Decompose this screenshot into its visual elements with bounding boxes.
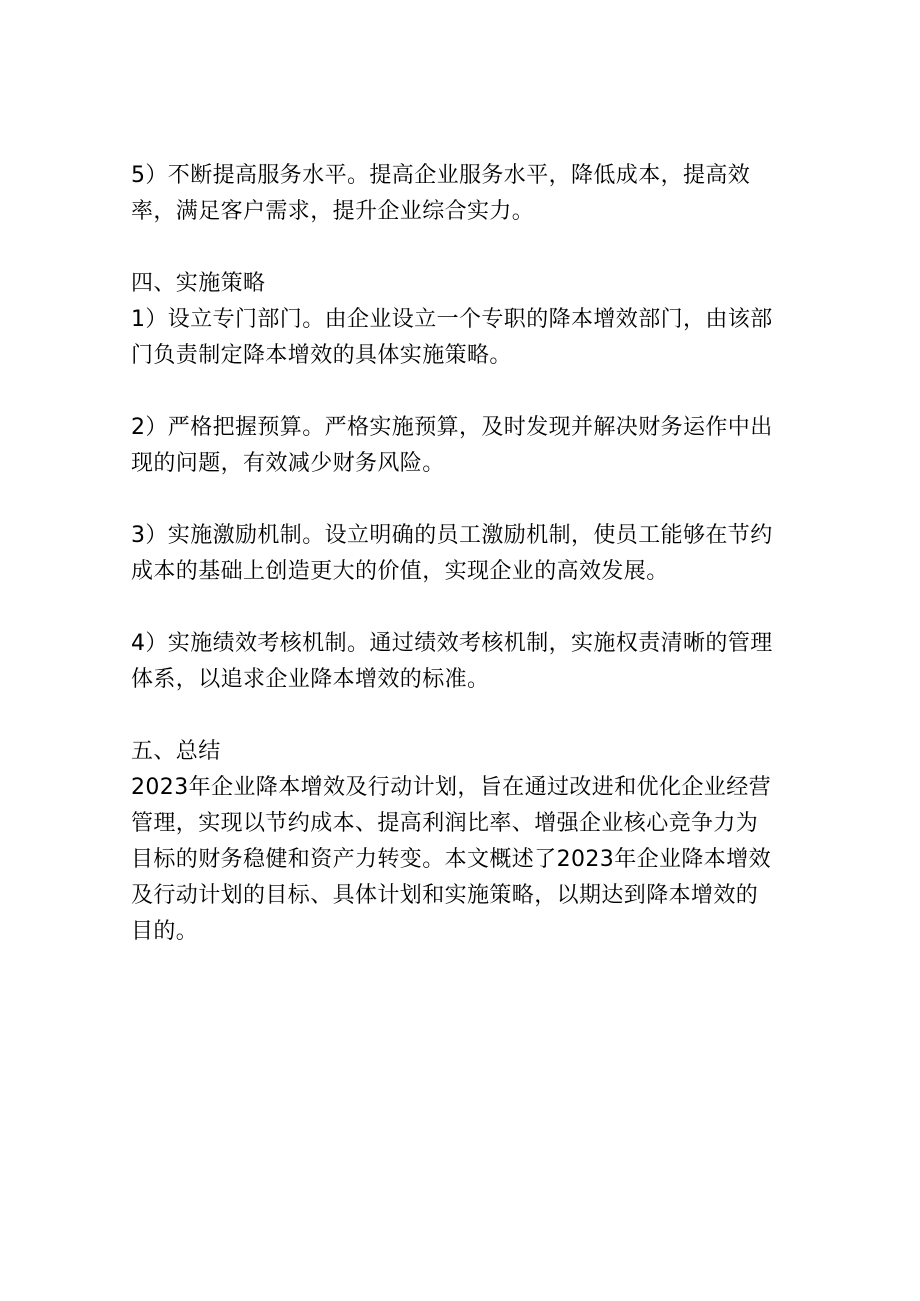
paragraph-summary (131, 770, 801, 950)
text-line: 目的。 (131, 919, 199, 944)
paragraph-gap (131, 482, 801, 518)
text-line: 1）设立专门部门。由企业设立一个专职的降本增效部门，由该部 (131, 307, 773, 332)
paragraph-strategy-2 (131, 410, 801, 482)
text-line: 率，满足客户需求，提升企业综合实力。 (131, 199, 535, 224)
paragraph-gap (131, 374, 801, 410)
section-heading-strategy (131, 266, 801, 302)
text-line: 3）实施激励机制。设立明确的员工激励机制，使员工能够在节约 (131, 523, 773, 548)
text-line: 目标的财务稳健和资产力转变。本文概述了2023年企业降本增效 (131, 847, 771, 872)
text-line: 4）实施绩效考核机制。通过绩效考核机制，实施权责清晰的管理 (131, 631, 773, 656)
text-line: 及行动计划的目标、具体计划和实施策略，以期达到降本增效的 (131, 883, 759, 908)
paragraph-strategy-3 (131, 518, 801, 590)
section-heading-summary (131, 734, 801, 770)
paragraph-gap (131, 590, 801, 626)
paragraph-item-5 (131, 158, 801, 230)
text-line: 门负责制定降本增效的具体实施策略。 (131, 343, 512, 368)
paragraph-strategy-4 (131, 626, 801, 698)
text-line: 5）不断提高服务水平。提高企业服务水平，降低成本，提高效 (131, 163, 751, 188)
document-page (131, 158, 801, 950)
text-line: 2）严格把握预算。严格实施预算，及时发现并解决财务运作中出 (131, 415, 773, 440)
text-line: 现的问题，有效减少财务风险。 (131, 451, 445, 476)
text-line: 成本的基础上创造更大的价值，实现企业的高效发展。 (131, 559, 669, 584)
heading-text: 四、实施策略 (131, 271, 266, 296)
heading-text: 五、总结 (131, 739, 221, 764)
text-line: 体系，以追求企业降本增效的标准。 (131, 667, 490, 692)
paragraph-strategy-1 (131, 302, 801, 374)
paragraph-gap (131, 230, 801, 266)
text-line: 管理，实现以节约成本、提高利润比率、增强企业核心竞争力为 (131, 811, 759, 836)
paragraph-gap (131, 698, 801, 734)
text-line: 2023年企业降本增效及行动计划，旨在通过改进和优化企业经营 (131, 775, 771, 800)
